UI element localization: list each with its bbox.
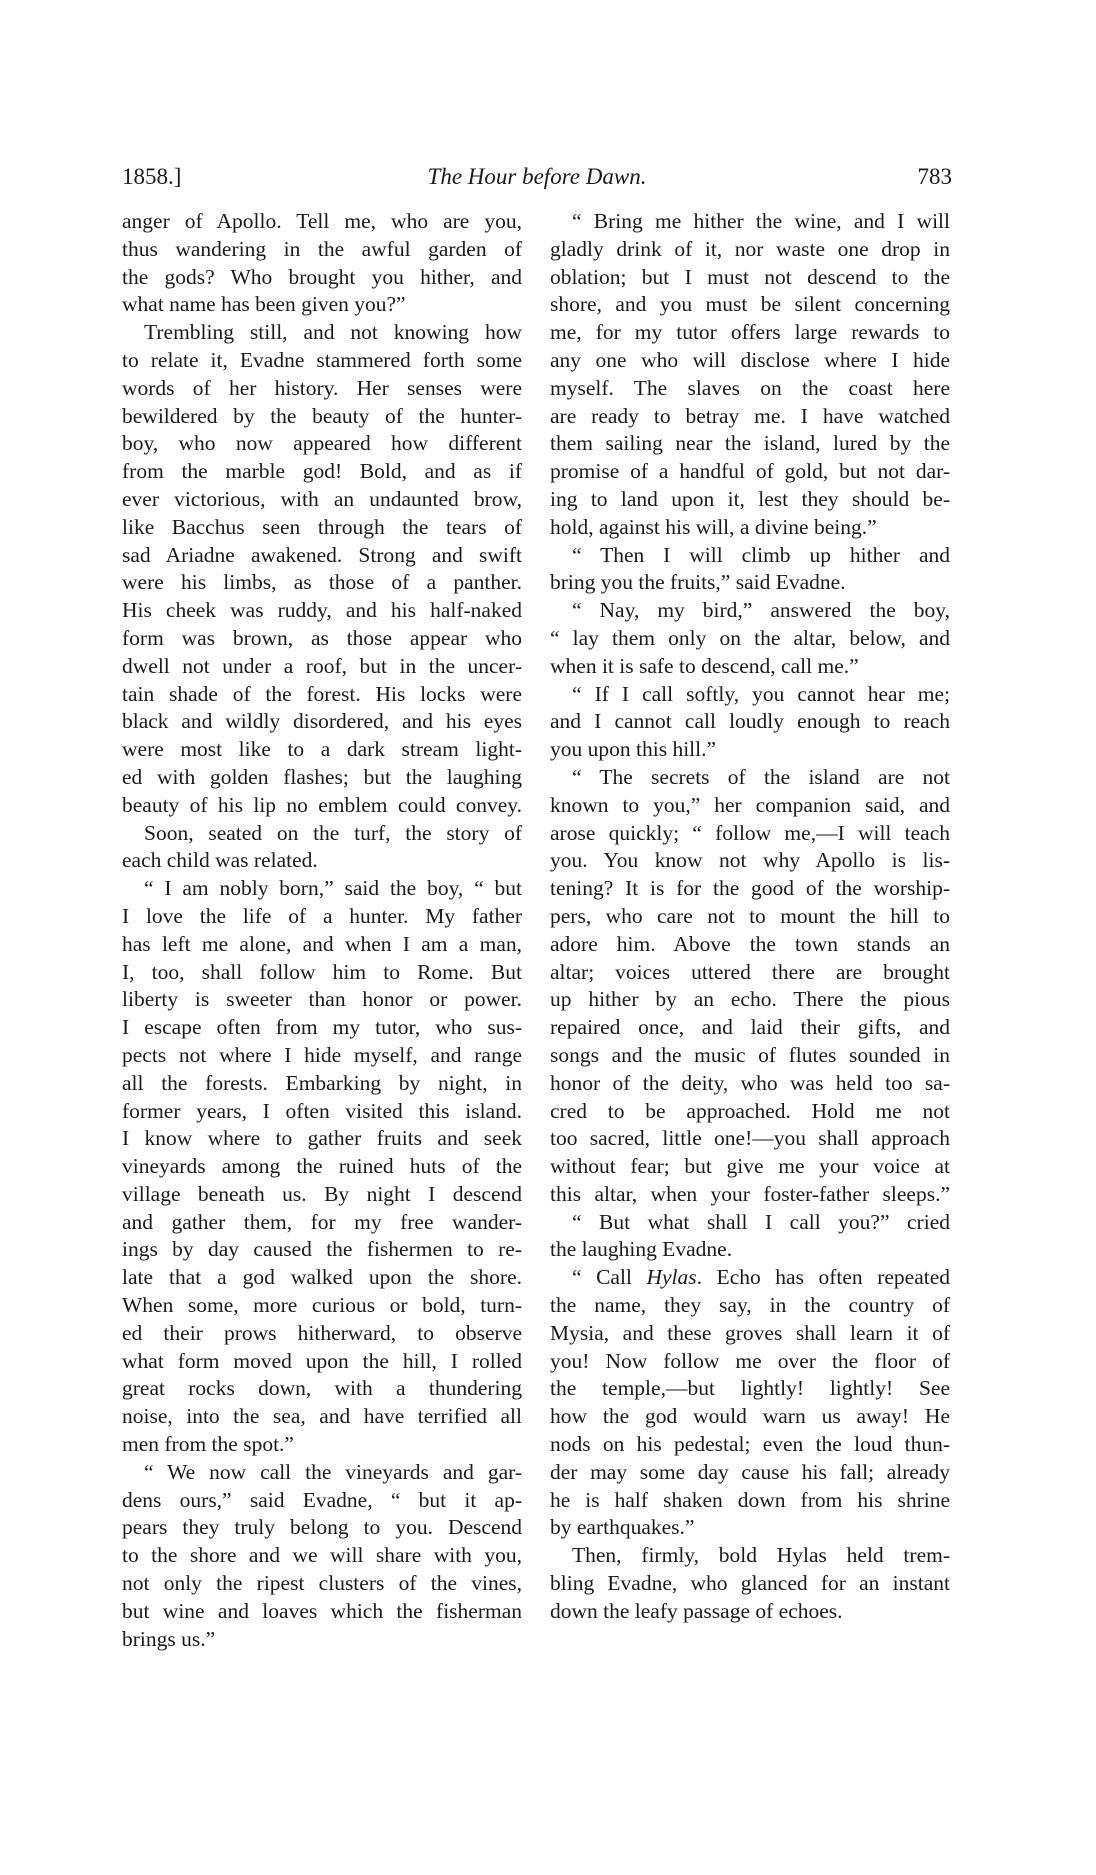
text-line: too sacred, little one!—you shall approach xyxy=(550,1126,950,1151)
text-line: not only the ripest clusters of the vines, xyxy=(122,1571,522,1596)
text-line: liberty is sweeter than honor or power. xyxy=(122,987,522,1012)
text-line: like Bacchus seen through the tears of xyxy=(122,514,522,539)
text-line: to the shore and we will share with you, xyxy=(122,1543,522,1568)
text-line: shore, and you must be silent concerning xyxy=(550,292,950,317)
text-line: When some, more curious or bold, turn- xyxy=(122,1293,522,1318)
italic-name: Hylas xyxy=(646,1265,697,1290)
text-line: brings us.” xyxy=(122,1626,216,1651)
text-line: what form moved upon the hill, I rolled xyxy=(122,1348,522,1373)
text-line: you! Now follow me over the floor of xyxy=(550,1348,950,1373)
text-line: myself. The slaves on the coast here xyxy=(550,375,950,400)
text-line: late that a god walked upon the shore. xyxy=(122,1265,522,1290)
text-line: but wine and loaves which the fisherman xyxy=(122,1598,522,1623)
text-line: men from the spot.” xyxy=(122,1432,294,1457)
text-line: gladly drink of it, nor waste one drop in xyxy=(550,236,950,261)
text-line: all the forests. Embarking by night, in xyxy=(122,1070,522,1095)
text-line: Soon, seated on the turf, the story of xyxy=(144,820,522,845)
text-line: oblation; but I must not descend to the xyxy=(550,264,950,289)
text-line: he is half shaken down from his shrine xyxy=(550,1487,950,1512)
text-line: you. You know not why Apollo is lis- xyxy=(550,848,950,873)
text-line: noise, into the sea, and have terrified all xyxy=(122,1404,522,1429)
text-line: and gather them, for my free wander- xyxy=(122,1209,522,1234)
text-line: form was brown, as those appear who xyxy=(122,625,522,650)
text-line: altar; voices uttered there are brought xyxy=(550,959,950,984)
text-line: and I cannot call loudly enough to reach xyxy=(550,709,950,734)
text-line: “ If I call softly, you cannot hear me; xyxy=(572,681,950,706)
text-line: “ But what shall I call you?” cried xyxy=(572,1209,950,1234)
text-line: I know where to gather fruits and seek xyxy=(122,1126,522,1151)
text-line: “ The secrets of the island are not xyxy=(572,764,950,789)
text-line: ever victorious, with an undaunted brow, xyxy=(122,486,522,511)
text-line: tening? It is for the good of the worship- xyxy=(550,876,950,901)
text-line: Mysia, and these groves shall learn it of xyxy=(550,1320,950,1345)
running-head-year: 1858.] xyxy=(122,164,182,189)
text-line: tain shade of the forest. His locks were xyxy=(122,681,522,706)
left-column xyxy=(122,208,522,1653)
text-line: “ Call Hylas. Echo has often repeated xyxy=(572,1265,950,1290)
text-line: pects not where I hide myself, and range xyxy=(122,1042,522,1067)
text-line: dwell not under a roof, but in the uncer- xyxy=(122,653,522,678)
book-page xyxy=(122,160,952,1651)
text-line: were most like to a dark stream light- xyxy=(122,737,522,762)
text-line: you upon this hill.” xyxy=(550,737,717,762)
text-line: ed their prows hitherward, to observe xyxy=(122,1320,522,1345)
text-line: has left me alone, and when I am a man, xyxy=(122,931,522,956)
text-line: His cheek was ruddy, and his half-naked xyxy=(122,598,522,623)
text-line: up hither by an echo. There the pious xyxy=(550,987,950,1012)
text-line: cred to be approached. Hold me not xyxy=(550,1098,950,1123)
text-line: honor of the deity, who was held too sa- xyxy=(550,1070,950,1095)
text-line: me, for my tutor offers large rewards to xyxy=(550,320,950,345)
text-line: them sailing near the island, lured by the xyxy=(550,431,950,456)
page-number: 783 xyxy=(917,164,952,189)
text-line: nods on his pedestal; even the loud thun- xyxy=(550,1432,950,1457)
text-line: I, too, shall follow him to Rome. But xyxy=(122,959,522,984)
text-line: pears they truly belong to you. Descend xyxy=(122,1515,522,1540)
text-line: “ Nay, my bird,” answered the boy, xyxy=(572,598,950,623)
text-line: were his limbs, as those of a panther. xyxy=(122,570,522,595)
text-line: promise of a handful of gold, but not dar- xyxy=(550,459,950,484)
text-line: “ lay them only on the altar, below, and xyxy=(550,625,950,650)
text-line: Trembling still, and not knowing how xyxy=(144,320,522,345)
text-line: der may some day cause his fall; already xyxy=(550,1459,950,1484)
text-line: repaired once, and laid their gifts, and xyxy=(550,1015,950,1040)
text-line: black and wildly disordered, and his eyes xyxy=(122,709,522,734)
text-line: ed with golden flashes; but the laughing xyxy=(122,764,522,789)
text-line: known to you,” her companion said, and xyxy=(550,792,950,817)
right-column xyxy=(550,208,950,1626)
text-line: by earthquakes.” xyxy=(550,1515,695,1540)
text-line: hold, against his will, a divine being.” xyxy=(550,514,877,539)
text-line: dens ours,” said Evadne, “ but it ap- xyxy=(122,1487,522,1512)
text-line: words of her history. Her senses were xyxy=(122,375,522,400)
text-line: to relate it, Evadne stammered forth some xyxy=(122,347,522,372)
text-line: Then, firmly, bold Hylas held trem- xyxy=(572,1543,950,1568)
text-line: down the leafy passage of echoes. xyxy=(550,1598,843,1623)
text-line: this altar, when your foster-father sleeps.” xyxy=(550,1181,950,1206)
text-line: “ I am nobly born,” said the boy, “ but xyxy=(144,876,522,901)
text-line: I escape often from my tutor, who sus- xyxy=(122,1015,522,1040)
text-line: when it is safe to descend, call me.” xyxy=(550,653,859,678)
text-line: are ready to betray me. I have watched xyxy=(550,403,950,428)
text-line: songs and the music of flutes sounded in xyxy=(550,1042,950,1067)
text-line: “ Bring me hither the wine, and I will xyxy=(572,209,950,233)
text-line: without fear; but give me your voice at xyxy=(550,1154,950,1179)
text-line: adore him. Above the town stands an xyxy=(550,931,950,956)
text-line: great rocks down, with a thundering xyxy=(122,1376,522,1401)
text-line: pers, who care not to mount the hill to xyxy=(550,903,950,928)
text-line: “ Then I will climb up hither and xyxy=(572,542,950,567)
text-line: each child was related. xyxy=(122,848,318,873)
text-line: bring you the fruits,” said Evadne. xyxy=(550,570,846,595)
text-line: boy, who now appeared how different xyxy=(122,431,522,456)
text-line: the temple,—but lightly! lightly! See xyxy=(550,1376,950,1401)
text-line: ing to land upon it, lest they should be- xyxy=(550,486,950,511)
text-line: arose quickly; “ follow me,—I will teach xyxy=(550,820,950,845)
text-line: ings by day caused the fishermen to re- xyxy=(122,1237,522,1262)
text-line: what name has been given you?” xyxy=(122,292,406,317)
text-line: sad Ariadne awakened. Strong and swift xyxy=(122,542,522,567)
text-line: village beneath us. By night I descend xyxy=(122,1181,522,1206)
text-line: beauty of his lip no emblem could convey. xyxy=(122,792,522,817)
running-head-title: The Hour before Dawn. xyxy=(427,164,647,189)
text-line: I love the life of a hunter. My father xyxy=(122,903,522,928)
text-line: how the god would warn us away! He xyxy=(550,1404,950,1429)
text-line: the name, they say, in the country of xyxy=(550,1293,950,1318)
text-line: the laughing Evadne. xyxy=(550,1237,733,1262)
running-head xyxy=(122,160,952,194)
text-line: “ We now call the vineyards and gar- xyxy=(144,1459,522,1484)
text-line: thus wandering in the awful garden of xyxy=(122,236,522,261)
text-line: anger of Apollo. Tell me, who are you, xyxy=(122,209,522,233)
text-line: from the marble god! Bold, and as if xyxy=(122,459,522,484)
text-line: the gods? Who brought you hither, and xyxy=(122,264,522,289)
text-line: bling Evadne, who glanced for an instant xyxy=(550,1571,950,1596)
text-line: vineyards among the ruined huts of the xyxy=(122,1154,522,1179)
text-line: any one who will disclose where I hide xyxy=(550,347,950,372)
text-line: former years, I often visited this island. xyxy=(122,1098,522,1123)
text-line: bewildered by the beauty of the hunter- xyxy=(122,403,522,428)
